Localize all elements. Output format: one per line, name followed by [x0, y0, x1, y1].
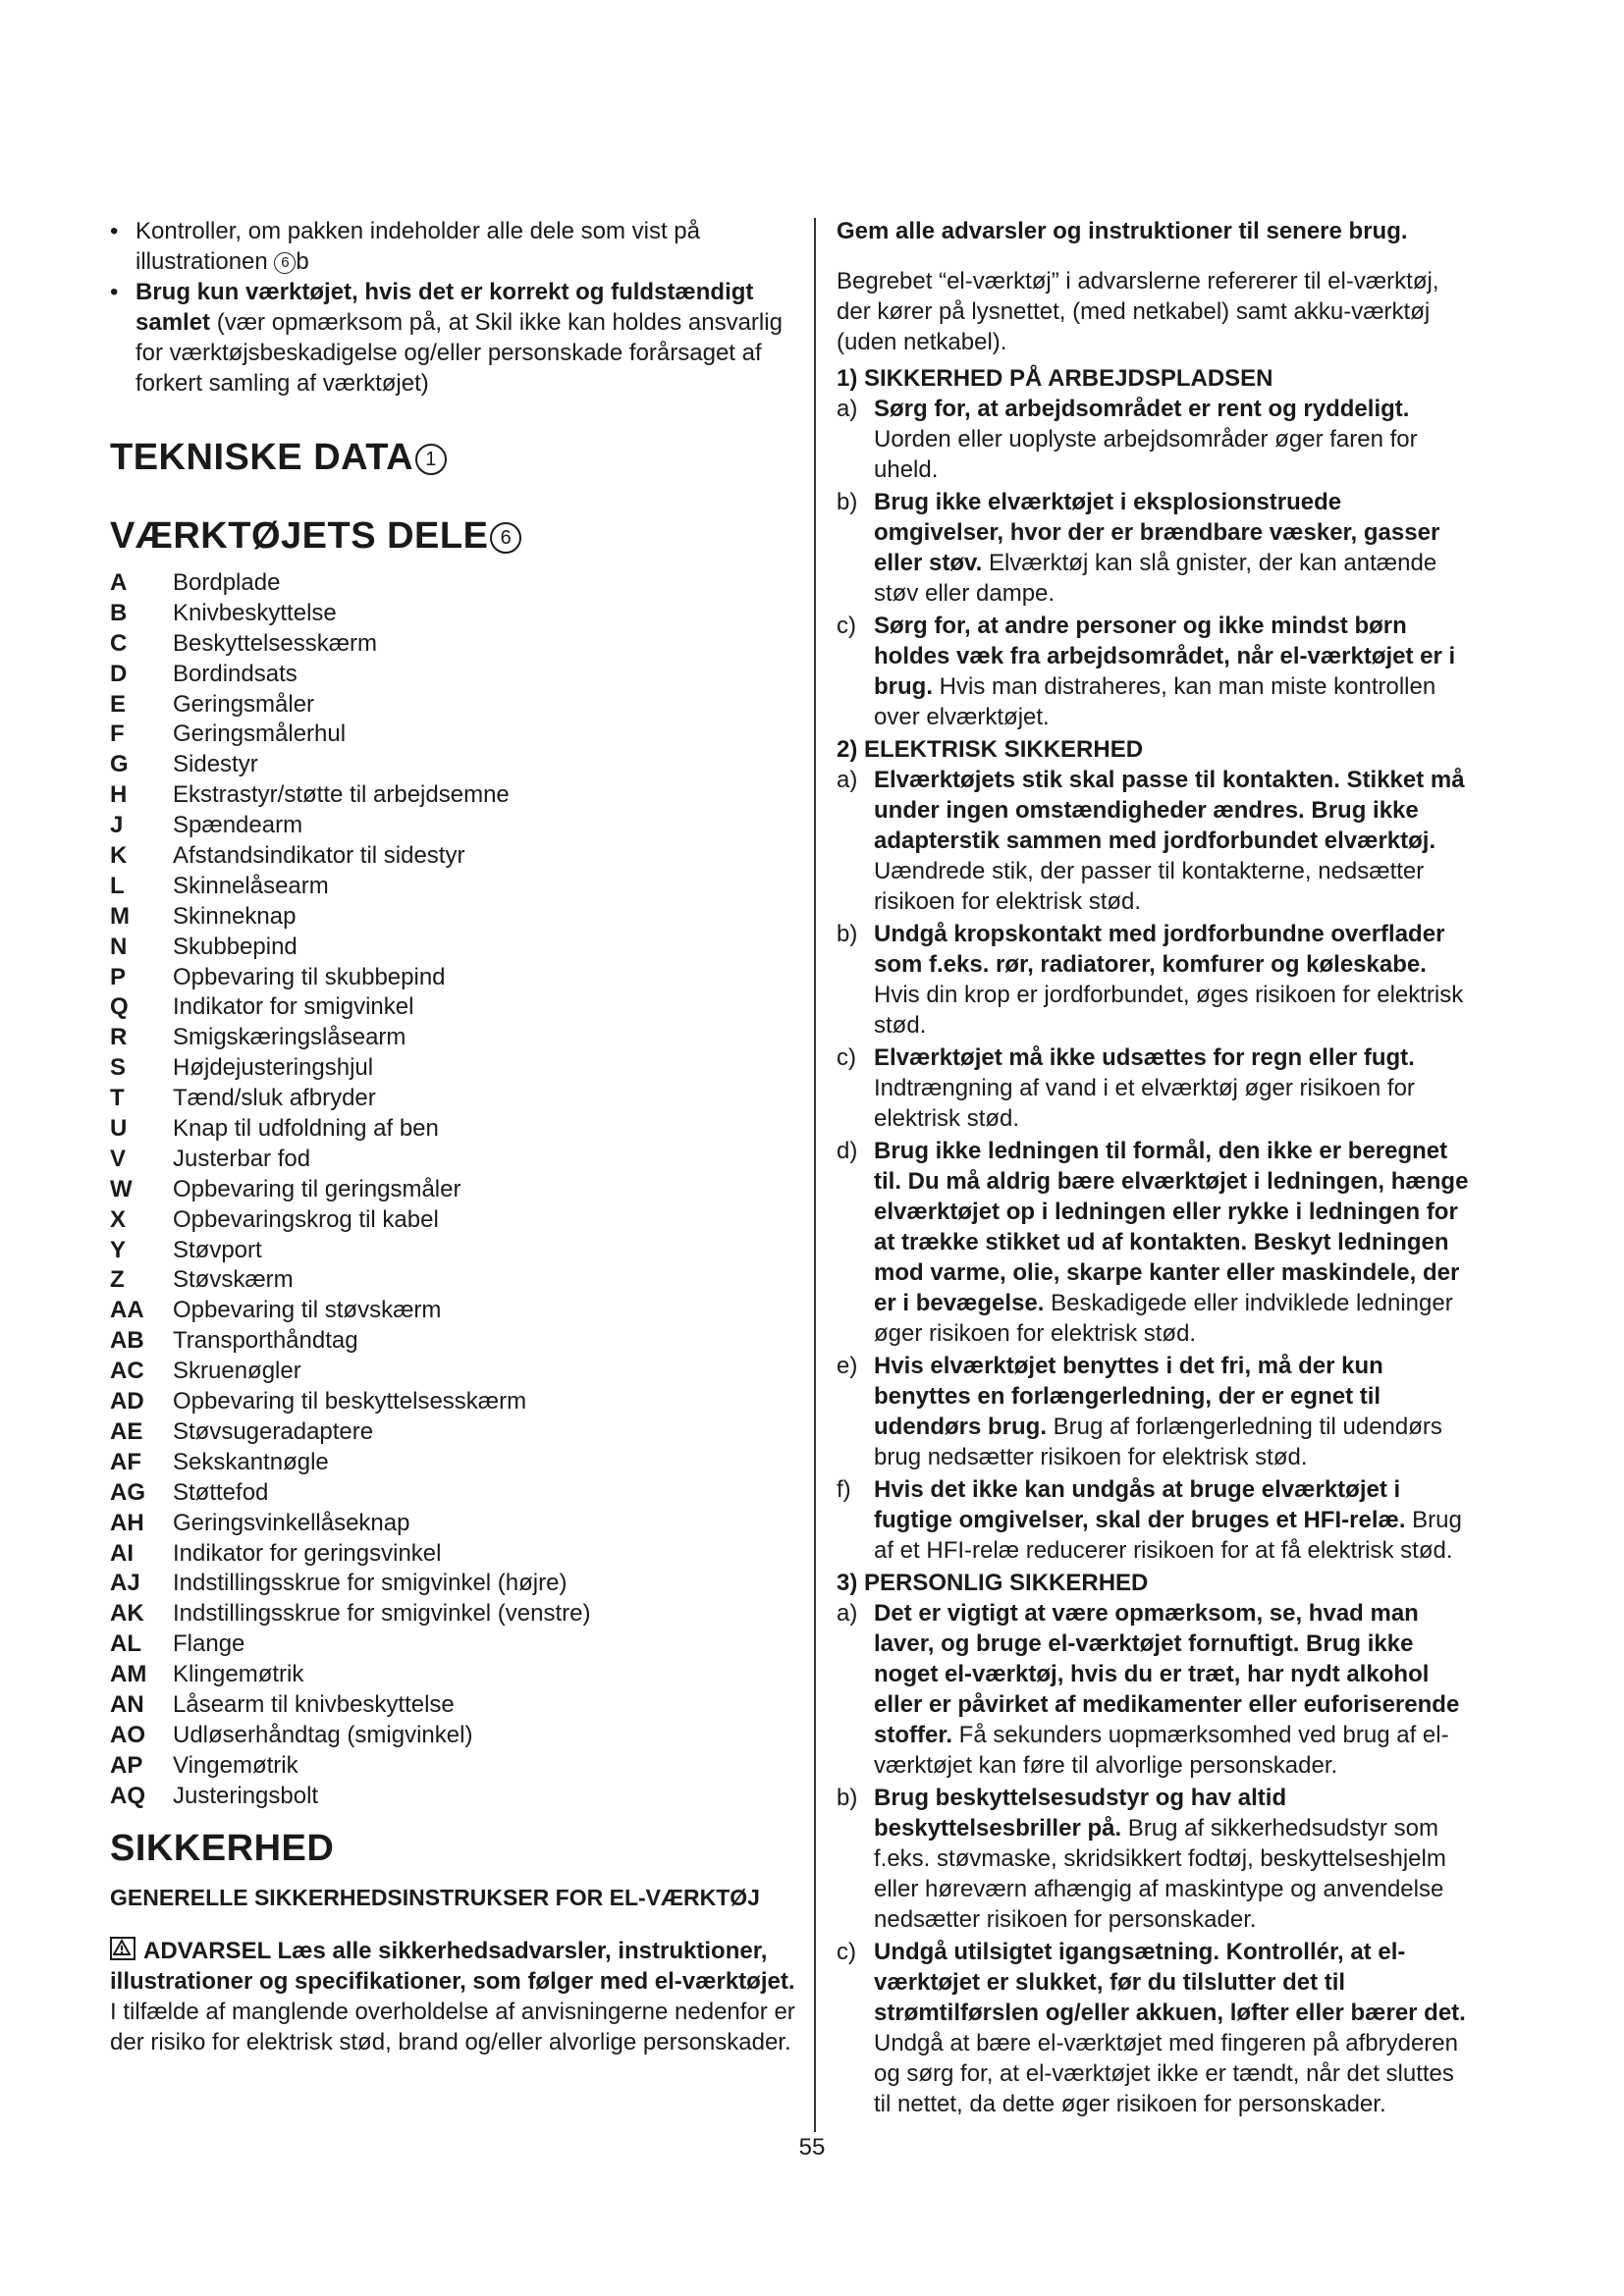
item-letter: b) [837, 921, 858, 947]
item-bold-text: Brug beskyttelsesudstyr og hav altid beskyttelsesbriller på. [874, 1785, 1287, 1842]
intro-bold: Gem alle advarsler og instruktioner til senere brug. [837, 218, 1408, 244]
right-column [837, 216, 1475, 2121]
safety-item [837, 1351, 1475, 1472]
part-label: Flange [173, 1630, 245, 1658]
part-label: Justeringsbolt [173, 1782, 319, 1809]
part-label: Bordplade [173, 569, 281, 596]
part-item [110, 1477, 797, 1508]
item-bold-text: Undgå utilsigtet igangsætning. Kontrollér, at el-værktøjet er slukket, før du tilslutter det til strømtilførslen og/eller akkuen, løfter eller bærer det. [874, 1939, 1466, 2026]
part-label: Støvsugeradaptere [173, 1417, 374, 1445]
item-letter: c) [837, 1044, 856, 1071]
column-divider [814, 218, 816, 2132]
part-label: Låsearm til knivbeskyttelse [173, 1690, 455, 1718]
part-label: Skinneknap [173, 902, 297, 930]
part-item [110, 719, 797, 749]
part-key: D [110, 660, 128, 687]
part-item [110, 1325, 797, 1356]
part-key: K [110, 842, 128, 870]
part-item [110, 1416, 797, 1447]
part-key: Y [110, 1236, 127, 1263]
part-label: Transporthåndtag [173, 1327, 358, 1355]
part-item [110, 1508, 797, 1538]
part-label: Justerbar fod [173, 1145, 311, 1172]
item-text: Beskadigede eller indviklede ledninger øger risikoen for elektrisk stød. [874, 1290, 1453, 1347]
bullet-dot: • [110, 218, 119, 244]
item-text: Hvis man distraheres, kan man miste kontrollen over elværktøjet. [874, 673, 1436, 730]
part-item [110, 1144, 797, 1174]
part-key: G [110, 751, 129, 778]
part-key: X [110, 1205, 127, 1233]
part-item [110, 932, 797, 962]
item-bold-text: Det er vigtigt at være opmærksom, se, hvad man laver, og bruge el-værktøjet fornuftigt. Brug ikke noget el-værktøj, hvis du er træt, har nydt alkohol eller er påvirket af medikamenter eller euforiserende stoffer. [874, 1600, 1460, 1748]
part-key: Q [110, 993, 129, 1021]
part-item [110, 991, 797, 1022]
part-item [110, 1659, 797, 1689]
item-text: Få sekunders uopmærksomhed ved brug af el-værktøjet kan føre til alvorlige personskader. [874, 1722, 1449, 1779]
part-label: Beskyttelsesskærm [173, 629, 378, 657]
warning-paragraph [110, 1936, 797, 2057]
item-text: Undgå at bære el-værktøjet med fingeren på afbryderen og sørg for, at el-værktøjet ikke er tændt, når det sluttes til nettet, da dette øger risikoen for personskader. [874, 2030, 1458, 2117]
part-key: A [110, 569, 128, 596]
item-bold-text: Elværktøjet må ikke udsættes for regn eller fugt. [874, 1044, 1415, 1071]
subheading-general-safety: GENERELLE SIKKERHEDSINSTRUKSER FOR EL-VÆRKTØJ [110, 1884, 760, 1910]
part-label: Højdejusteringshjul [173, 1054, 374, 1082]
part-item [110, 871, 797, 901]
part-label: Skinnelåsearm [173, 872, 329, 899]
part-item [110, 1629, 797, 1659]
part-item [110, 1750, 797, 1781]
part-key: V [110, 1145, 127, 1172]
part-key: AD [110, 1388, 144, 1415]
part-key: AP [110, 1751, 143, 1779]
part-label: Opbevaring til beskyttelsesskærm [173, 1388, 527, 1415]
part-label: Ekstrastyr/støtte til arbejdsemne [173, 781, 510, 809]
part-key: AN [110, 1690, 144, 1718]
figure-ref-circle: 6 [490, 522, 521, 554]
part-label: Geringsmålerhul [173, 721, 347, 748]
part-label: Geringsmåler [173, 690, 315, 718]
part-label: Bordindsats [173, 660, 298, 687]
part-key: R [110, 1024, 128, 1051]
part-item [110, 689, 797, 720]
part-label: Klingemøtrik [173, 1661, 304, 1688]
part-label: Indikator for smigvinkel [173, 993, 414, 1021]
item-bold-text: Sørg for, at andre personer og ikke mindst børn holdes væk fra arbejdsområdet, når el-værktøjet er i brug. [874, 613, 1456, 700]
part-key: AF [110, 1448, 141, 1475]
part-item [110, 1447, 797, 1477]
part-key: T [110, 1085, 125, 1112]
part-item [110, 1264, 797, 1295]
part-item [110, 1568, 797, 1598]
heading-text: VÆRKTØJETS DELE [110, 515, 489, 557]
part-key: AB [110, 1327, 144, 1355]
part-key: P [110, 963, 127, 990]
safety-item [837, 765, 1475, 917]
safety-item [837, 919, 1475, 1041]
item-bold-text: Elværktøjets stik skal passe til kontakten. Stikket må under ingen omstændigheder ændres. Brug ikke adapterstik sammen med jordforbundet elværktøj. [874, 767, 1465, 854]
item-bold-text: Undgå kropskontakt med jordforbundne overflader som f.eks. rør, radiatorer, komfurer og køleskabe. [874, 921, 1445, 978]
bullet-text: (vær opmærksom på, at Skil ikke kan holdes ansvarlig for værktøjsbeskadigelse og/eller personskade forårsaget af forkert samling af værktøjet) [135, 309, 783, 397]
part-key: E [110, 690, 127, 718]
part-label: Smigskæringslåsearm [173, 1024, 406, 1051]
part-label: Indstillingsskrue for smigvinkel (venstre) [173, 1600, 591, 1628]
part-key: F [110, 721, 125, 748]
item-text: Uændrede stik, der passer til kontakterne, nedsætter risikoen for elektrisk stød. [874, 858, 1425, 915]
part-label: Støvport [173, 1236, 262, 1263]
item-letter: b) [837, 489, 858, 515]
bullet-text: Kontroller, om pakken indeholder alle dele som vist på illustrationen [135, 218, 700, 275]
part-item [110, 1174, 797, 1204]
figure-ref-suffix: b [296, 248, 309, 275]
part-label: Afstandsindikator til sidestyr [173, 842, 465, 870]
part-item [110, 1720, 797, 1750]
part-label: Sidestyr [173, 751, 258, 778]
part-key: AQ [110, 1782, 145, 1809]
part-key: W [110, 1175, 133, 1202]
part-item [110, 659, 797, 689]
safety-item [837, 611, 1475, 732]
part-key: M [110, 902, 130, 930]
item-text: Elværktøj kan slå gnister, der kan antænde støv eller dampe. [874, 550, 1437, 607]
part-label: Udløserhåndtag (smigvinkel) [173, 1721, 473, 1748]
part-item [110, 749, 797, 779]
part-item [110, 1022, 797, 1052]
part-key: AO [110, 1721, 145, 1748]
safety-item [837, 1598, 1475, 1781]
part-key: L [110, 872, 125, 899]
safety-item [837, 1042, 1475, 1134]
item-letter: a) [837, 396, 858, 422]
part-item [110, 598, 797, 628]
part-key: AM [110, 1661, 147, 1688]
section-title: 1) SIKKERHED PÅ ARBEJDSPLADSEN [837, 365, 1273, 392]
part-key: Z [110, 1266, 125, 1294]
item-letter: a) [837, 1600, 858, 1627]
warning-triangle-icon [110, 1937, 135, 1960]
item-text: Uorden eller uoplyste arbejdsområder øger faren for uheld. [874, 426, 1418, 483]
part-label: Skubbepind [173, 933, 298, 960]
part-item [110, 628, 797, 659]
part-key: J [110, 812, 124, 839]
section-title: 3) PERSONLIG SIKKERHED [837, 1570, 1149, 1596]
item-text: Brug af sikkerhedsudstyr som f.eks. støvmaske, skridsikkert fodtøj, beskyttelseshjelm eller høreværn afhængig af maskintype og anvendelse nedsætter risikoen for personskader. [874, 1815, 1446, 1933]
safety-sections [837, 363, 1475, 2119]
part-label: Vingemøtrik [173, 1751, 298, 1779]
part-key: AK [110, 1600, 144, 1628]
part-item [110, 1386, 797, 1416]
part-label: Knivbeskyttelse [173, 599, 337, 626]
part-item [110, 962, 797, 992]
part-key: U [110, 1115, 128, 1143]
part-label: Støttefod [173, 1478, 269, 1506]
item-letter: c) [837, 1939, 856, 1965]
bullet-dot: • [110, 279, 119, 305]
safety-item [837, 487, 1475, 609]
bullet-bold-text: Brug kun værktøjet, hvis det er korrekt og fuldstændigt samlet [135, 279, 754, 336]
parts-list [110, 567, 797, 1811]
part-item [110, 840, 797, 871]
figure-ref-circle: 1 [415, 444, 447, 475]
part-key: S [110, 1054, 127, 1082]
item-letter: d) [837, 1138, 858, 1164]
part-item [110, 901, 797, 932]
part-label: Opbevaring til skubbepind [173, 963, 446, 990]
part-item [110, 810, 797, 840]
heading-text: TEKNISKE DATA [110, 437, 414, 478]
item-text: Indtrængning af vand i et elværktøj øger risikoen for elektrisk stød. [874, 1075, 1415, 1132]
part-item [110, 1295, 797, 1325]
part-key: B [110, 599, 128, 626]
part-label: Opbevaring til støvskærm [173, 1297, 442, 1324]
part-key: AG [110, 1478, 145, 1506]
part-item [110, 567, 797, 598]
part-item [110, 1113, 797, 1144]
item-text: Brug af forlængerledning til udendørs brug nedsætter risikoen for elektrisk stød. [874, 1414, 1442, 1470]
part-key: N [110, 933, 128, 960]
part-key: H [110, 781, 128, 809]
heading-tekniske-data [110, 436, 797, 479]
item-letter: f) [837, 1476, 851, 1503]
part-label: Opbevaringskrog til kabel [173, 1205, 439, 1233]
page-number: 55 [798, 2134, 826, 2161]
part-key: AE [110, 1417, 143, 1445]
part-item [110, 1781, 797, 1811]
item-bold-text: Sørg for, at arbejdsområdet er rent og ryddeligt. [874, 396, 1410, 422]
intro-text: Begrebet “el-værktøj” i advarslerne refererer til el-værktøj, der kører på lysnettet, (med netkabel) samt akku-værktøj (uden netkabel). [837, 268, 1439, 355]
safety-item [837, 1474, 1475, 1566]
item-letter: c) [837, 613, 856, 639]
part-item [110, 1235, 797, 1265]
safety-item [837, 1136, 1475, 1349]
item-letter: a) [837, 767, 858, 793]
part-key: AH [110, 1509, 144, 1536]
item-text: Hvis din krop er jordforbundet, øges risikoen for elektrisk stød. [874, 982, 1464, 1039]
bullet-item [110, 216, 797, 277]
part-item [110, 779, 797, 810]
part-label: Indstillingsskrue for smigvinkel (højre) [173, 1570, 568, 1597]
item-text: Brug af et HFI-relæ reducerer risikoen for at få elektrisk stød. [874, 1507, 1462, 1564]
item-bold-text: Brug ikke elværktøjet i eksplosionstruede omgivelser, hvor der er brændbare væsker, gasser eller støv. [874, 489, 1440, 576]
part-label: Indikator for geringsvinkel [173, 1539, 442, 1567]
part-item [110, 1083, 797, 1113]
part-label: Spændearm [173, 812, 303, 839]
item-letter: e) [837, 1353, 858, 1379]
part-label: Tænd/sluk afbryder [173, 1085, 376, 1112]
part-key: C [110, 629, 128, 657]
bullet-item [110, 277, 797, 399]
left-column [110, 216, 797, 2057]
part-key: AJ [110, 1570, 140, 1597]
heading-sikkerhed: SIKKERHED [110, 1827, 335, 1869]
item-bold-text: Hvis elværktøjet benyttes i det fri, må der kun benyttes en forlængerledning, der er egnet til udendørs brug. [874, 1353, 1383, 1440]
heading-vaerktojets-dele [110, 514, 797, 558]
part-label: Støvskærm [173, 1266, 294, 1294]
part-label: Skruenøgler [173, 1358, 301, 1385]
part-item [110, 1356, 797, 1386]
part-label: Geringsvinkellåseknap [173, 1509, 410, 1536]
part-label: Knap til udfoldning af ben [173, 1115, 439, 1143]
section-title: 2) ELEKTRISK SIKKERHED [837, 736, 1144, 763]
warning-text: I tilfælde af manglende overholdelse af anvisningerne nedenfor er der risiko for elektrisk stød, brand og/eller alvorlige personskader. [110, 1998, 795, 2056]
part-item [110, 1204, 797, 1235]
part-item [110, 1598, 797, 1629]
item-bold-text: Hvis det ikke kan undgås at bruge elværktøjet i fugtige omgivelser, skal der bruges et HFI-relæ. [874, 1476, 1406, 1533]
item-letter: b) [837, 1785, 858, 1811]
part-key: AA [110, 1297, 144, 1324]
warning-bold-text: ADVARSEL Læs alle sikkerhedsadvarsler, instruktioner, illustrationer og specifikationer, som følger med el-værktøjet. [110, 1937, 795, 1995]
item-bold-text: Brug ikke ledningen til formål, den ikke er beregnet til. Du må aldrig bære elværktøjet i ledningen, hænge elværktøjet op i ledningen eller rykke i ledningen for at trække stikket ud af kontakten. Beskyt ledningen mod varme, olie, skarpe kanter eller maskindele, der er i bevægelse. [874, 1138, 1469, 1316]
safety-item [837, 1937, 1475, 2119]
part-key: AI [110, 1539, 134, 1567]
safety-item [837, 394, 1475, 485]
part-key: AL [110, 1630, 141, 1658]
safety-item [837, 1783, 1475, 1935]
part-label: Sekskantnøgle [173, 1448, 329, 1475]
part-item [110, 1689, 797, 1720]
part-item [110, 1538, 797, 1569]
part-key: AC [110, 1358, 144, 1385]
part-item [110, 1052, 797, 1083]
part-label: Opbevaring til geringsmåler [173, 1175, 461, 1202]
figure-ref-circle: 6 [274, 252, 296, 274]
